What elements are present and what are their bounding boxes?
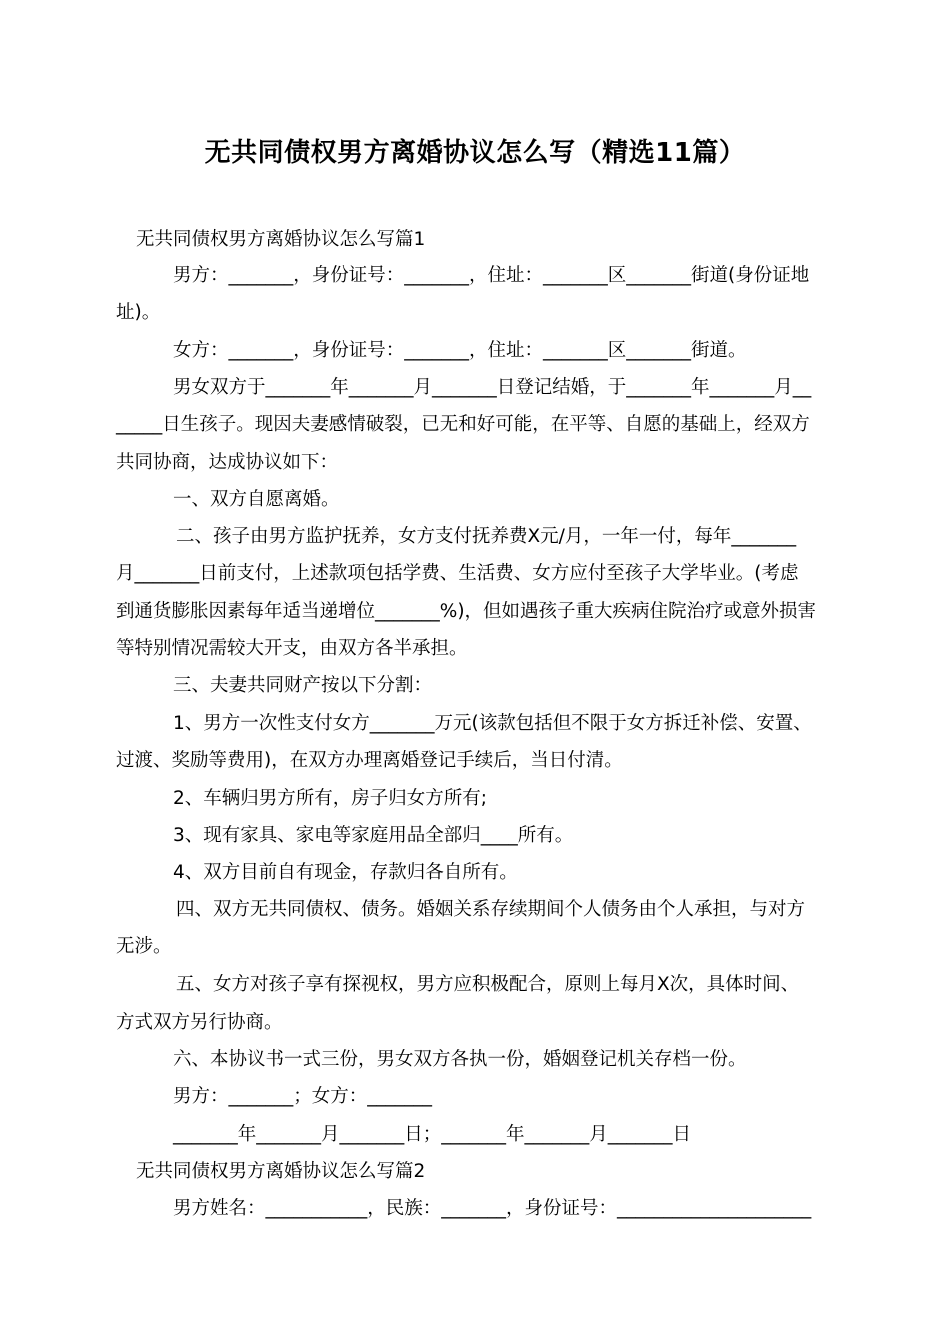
paragraph-line: 共同协商，达成协议如下： (116, 452, 339, 473)
paragraph-line: 月_______日前支付，上述款项包括学费、生活费、女方应付至孩子大学毕业。(考虑 (116, 563, 799, 584)
paragraph-line: 过渡、奖励等费用)，在双方办理离婚登记手续后，当日付清。 (116, 750, 623, 771)
paragraph-line: 1、男方一次性支付女方_______万元(该款包括但不限于女方拆迁补偿、安置、 (173, 713, 812, 734)
date-line: _______年_______月_______日；_______年_______月_______日 (173, 1124, 692, 1145)
paragraph-line: 2、车辆归男方所有，房子归女方所有; (173, 788, 488, 809)
signature-line: 男方：_______；女方：_______ (173, 1086, 433, 1107)
paragraph-line: 男女双方于_______年_______月_______日登记结婚，于_______年_______月__ (173, 377, 812, 398)
section-heading-1: 无共同债权男方离婚协议怎么写篇1 (136, 229, 426, 250)
paragraph-line: 三、夫妻共同财产按以下分割： (173, 675, 433, 696)
paragraph-line: 二、孩子由男方监护抚养，女方支付抚养费X元/月，一年一付，每年_______ (176, 526, 797, 547)
document-title: 无共同债权男方离婚协议怎么写（精选11篇） (204, 138, 746, 168)
paragraph-line: 一、双方自愿离婚。 (173, 489, 340, 510)
paragraph-line: 男方姓名：___________，民族：_______，身份证号：_____________________ (173, 1198, 812, 1219)
paragraph-line: 女方：_______，身份证号：_______，住址：_______区_______街道。 (173, 340, 747, 361)
paragraph-line: 3、现有家具、家电等家庭用品全部归____所有。 (173, 825, 574, 846)
paragraph-line: 四、双方无共同债权、债务。婚姻关系存续期间个人债务由个人承担，与对方 (176, 899, 806, 920)
paragraph-line: 4、双方目前自有现金，存款归各自所有。 (173, 862, 518, 883)
section-heading-2: 无共同债权男方离婚协议怎么写篇2 (136, 1161, 426, 1182)
paragraph-line: 址)。 (116, 302, 161, 323)
paragraph-line: 到通货膨胀因素每年适当递增位_______%)，但如遇孩子重大疾病住院治疗或意外损害 (116, 601, 817, 622)
paragraph-line: 方式双方另行协商。 (116, 1012, 283, 1033)
paragraph-line: 六、本协议书一式三份，男女双方各执一份，婚姻登记机关存档一份。 (173, 1049, 747, 1070)
paragraph-line: 五、女方对孩子享有探视权，男方应积极配合，原则上每月X次，具体时间、 (176, 974, 800, 995)
paragraph-line: 男方：_______，身份证号：_______，住址：_______区_______街道(身份证地 (173, 265, 810, 286)
paragraph-line: 无涉。 (116, 936, 172, 957)
paragraph-line: _____日生孩子。现因夫妻感情破裂，已无和好可能，在平等、自愿的基础上，经双方 (116, 414, 810, 435)
paragraph-line: 等特别情况需较大开支，由双方各半承担。 (116, 638, 468, 659)
